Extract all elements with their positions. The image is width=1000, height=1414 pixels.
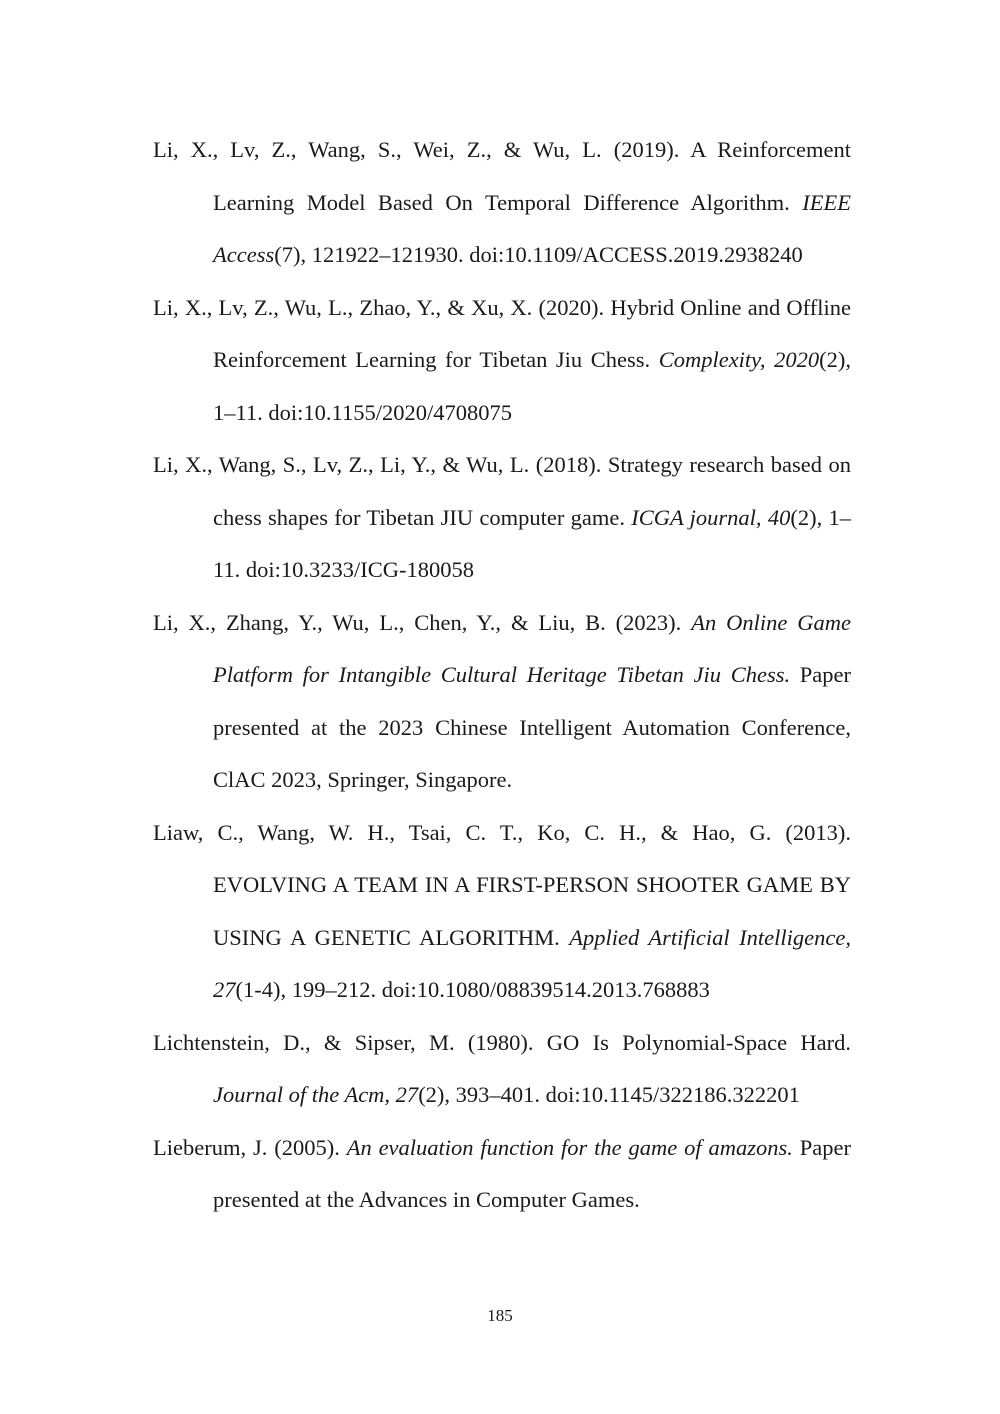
reference-details: (2), 393–401. doi:10.1145/322186.322201 [418, 1082, 800, 1107]
reference-entry [153, 1122, 851, 1227]
reference-details: (7), 121922–121930. doi:10.1109/ACCESS.2019.2938240 [274, 242, 803, 267]
reference-journal: Journal of the Acm, 27 [213, 1082, 419, 1107]
reference-journal: Applied Artificial Intelligence, 27 [213, 924, 851, 1002]
reference-details: Paper presented at the Advances in Computer Games. [213, 1134, 851, 1212]
reference-text: Li, X., Zhang, Y., Wu, L., Chen, Y., & Liu, B. (2023). [153, 609, 692, 635]
reference-text: Lieberum, J. (2005). [153, 1134, 347, 1160]
reference-details: (1-4), 199–212. doi:10.1080/08839514.2013.768883 [235, 977, 710, 1002]
reference-journal: Complexity, 2020 [658, 347, 820, 372]
reference-text: Li, X., Lv, Z., Wu, L., Zhao, Y., & Xu, X. (2020). Hybrid Online and Offline Reinforcement Learning for Tibetan Jiu Chess. [153, 294, 851, 372]
reference-text: Li, X., Lv, Z., Wang, S., Wei, Z., & Wu, L. (2019). A Reinforcement Learning Model Based On Temporal Difference Algorithm. [153, 137, 851, 215]
reference-journal: IEEE Access [213, 189, 851, 267]
reference-list [153, 124, 851, 1227]
reference-text: Lichtenstein, D., & Sipser, M. (1980). GO Is Polynomial-Space Hard. [153, 1029, 851, 1055]
reference-entry [153, 807, 851, 1017]
reference-entry [153, 439, 851, 597]
reference-details: (2), 1–11. doi:10.1155/2020/4708075 [213, 347, 851, 425]
page-number: 185 [487, 1306, 513, 1325]
reference-entry [153, 124, 851, 282]
reference-title: An evaluation function for the game of amazons. [346, 1134, 793, 1160]
reference-text: Li, X., Wang, S., Lv, Z., Li, Y., & Wu, L. (2018). Strategy research based on chess shapes for Tibetan JIU computer game. [153, 452, 851, 530]
reference-details: (2), 1–11. doi:10.3233/ICG-180058 [213, 504, 851, 582]
reference-journal: ICGA journal, 40 [631, 504, 791, 530]
reference-text: Liaw, C., Wang, W. H., Tsai, C. T., Ko, C. H., & Hao, G. (2013). EVOLVING A TEAM IN A FIRST-PERSON SHOOTER GAME BY USING A GENETIC ALGORITHM. [153, 819, 851, 950]
reference-details: Paper presented at the 2023 Chinese Intelligent Automation Conference, ClAC 2023, Springer, Singapore. [213, 662, 851, 792]
reference-entry [153, 597, 851, 807]
reference-title: An Online Game Platform for Intangible Cultural Heritage Tibetan Jiu Chess. [213, 609, 851, 687]
reference-entry [153, 282, 851, 440]
reference-entry [153, 1017, 851, 1122]
